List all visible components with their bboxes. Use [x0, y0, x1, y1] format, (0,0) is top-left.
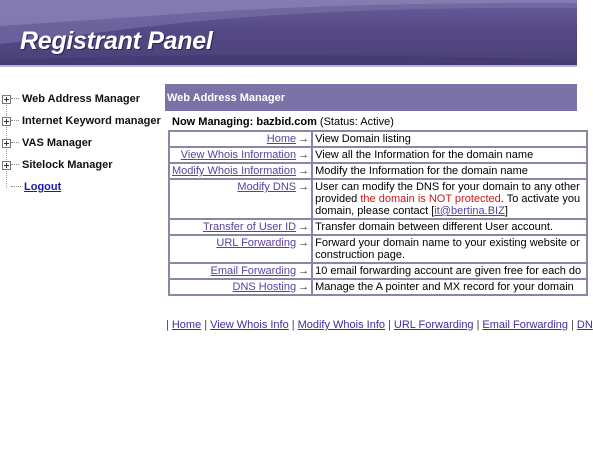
- description-line: [315, 205, 584, 217]
- expand-icon[interactable]: [2, 161, 11, 170]
- modify-dns-link[interactable]: Modify DNS: [237, 181, 297, 193]
- bottom-url-forwarding-link[interactable]: URL Forwarding: [393, 319, 474, 331]
- table-row: [170, 132, 586, 146]
- managed-domain: bazbid.com: [256, 116, 317, 128]
- sidebar-item-label[interactable]: Internet Keyword manager: [22, 115, 161, 127]
- description-text: . To activate you: [500, 193, 581, 205]
- expand-icon[interactable]: [2, 95, 11, 104]
- sidebar-item-label[interactable]: VAS Manager: [22, 137, 93, 149]
- description-line: construction page.: [315, 249, 405, 261]
- description-cell: [313, 180, 586, 218]
- sidebar-item-sitelock-manager[interactable]: [0, 157, 112, 173]
- transfer-user-id-link[interactable]: Transfer of User ID: [202, 221, 297, 233]
- table-row: [170, 236, 586, 262]
- arrow-icon: →: [298, 133, 310, 145]
- description-line: User can modify the DNS for your domain to any other: [315, 181, 580, 193]
- arrow-icon: →: [298, 221, 310, 233]
- protection-warning: the domain is NOT protected: [360, 193, 501, 205]
- tree-connector: [11, 164, 19, 166]
- sidebar-item-web-address-manager[interactable]: [0, 91, 140, 107]
- logout-link[interactable]: Logout: [24, 181, 62, 193]
- arrow-icon: →: [298, 149, 310, 161]
- description-cell: 10 email forwarding account are given free for each do: [313, 264, 586, 278]
- action-cell: [170, 132, 311, 146]
- table-row: [170, 264, 586, 278]
- tree-connector: [11, 186, 21, 188]
- action-cell: [170, 264, 311, 278]
- bottom-view-whois-link[interactable]: View Whois Info: [210, 319, 289, 331]
- arrow-icon: →: [298, 281, 310, 293]
- separator: |: [571, 319, 574, 331]
- description-text: domain, please contact [: [315, 205, 435, 217]
- domain-status: (Status: Active): [319, 116, 394, 128]
- separator: |: [166, 319, 169, 331]
- action-cell: [170, 220, 311, 234]
- dns-hosting-link[interactable]: DNS Hosting: [232, 281, 297, 293]
- arrow-icon: →: [298, 165, 310, 177]
- action-cell: [170, 164, 311, 178]
- domain-actions-table: [168, 130, 588, 296]
- sidebar-item-internet-keyword-manager[interactable]: [0, 113, 161, 129]
- banner-divider: [0, 65, 577, 67]
- section-header: Web Address Manager: [165, 84, 577, 111]
- tree-connector: [11, 142, 19, 144]
- header-banner: [0, 0, 577, 67]
- table-row: [170, 148, 586, 162]
- description-cell: View Domain listing: [313, 132, 586, 146]
- arrow-icon: →: [298, 265, 310, 277]
- separator: |: [388, 319, 391, 331]
- managing-status: [172, 116, 394, 128]
- expand-icon[interactable]: [2, 117, 11, 126]
- managing-prefix: Now Managing:: [172, 116, 254, 128]
- description-text: ]: [504, 205, 508, 217]
- action-cell: [170, 236, 311, 262]
- sidebar-item-label[interactable]: Sitelock Manager: [22, 159, 113, 171]
- action-cell: [170, 180, 311, 218]
- arrow-icon: →: [298, 237, 310, 249]
- table-row: [170, 180, 586, 218]
- home-link[interactable]: Home: [266, 133, 297, 145]
- description-cell: [313, 236, 586, 262]
- table-row: [170, 220, 586, 234]
- page-title: Registrant Panel: [20, 27, 213, 55]
- expand-icon[interactable]: [2, 139, 11, 148]
- separator: |: [204, 319, 208, 331]
- tree-connector: [11, 98, 19, 100]
- bottom-email-forwarding-link[interactable]: Email Forwarding: [482, 319, 569, 331]
- contact-email-link[interactable]: it@bertina.BIZ: [434, 205, 505, 217]
- view-whois-link[interactable]: View Whois Information: [180, 149, 297, 161]
- sidebar-item-logout[interactable]: [0, 179, 61, 195]
- description-line: [315, 193, 584, 205]
- bottom-dns-hosting-link[interactable]: DN: [576, 319, 593, 331]
- separator: |: [291, 319, 295, 331]
- sidebar-item-label[interactable]: Web Address Manager: [22, 93, 140, 105]
- action-cell: [170, 280, 311, 294]
- arrow-icon: →: [298, 181, 310, 193]
- bottom-home-link[interactable]: Home: [171, 319, 202, 331]
- description-cell: View all the Information for the domain name: [313, 148, 586, 162]
- tree-connector: [11, 120, 19, 122]
- description-cell: Manage the A pointer and MX record for your domain: [313, 280, 586, 294]
- email-forwarding-link[interactable]: Email Forwarding: [210, 265, 297, 277]
- description-line: Forward your domain name to your existing website or: [315, 237, 580, 249]
- sidebar-item-vas-manager[interactable]: [0, 135, 92, 151]
- url-forwarding-link[interactable]: URL Forwarding: [216, 237, 297, 249]
- modify-whois-link[interactable]: Modify Whois Information: [172, 165, 297, 177]
- table-row: [170, 280, 586, 294]
- description-cell: Modify the Information for the domain name: [313, 164, 586, 178]
- separator: |: [476, 319, 480, 331]
- bottom-modify-whois-link[interactable]: Modify Whois Info: [297, 319, 386, 331]
- description-text: provided: [315, 193, 361, 205]
- description-cell: Transfer domain between different User account.: [313, 220, 586, 234]
- bottom-link-bar: [166, 319, 593, 331]
- table-row: [170, 164, 586, 178]
- action-cell: [170, 148, 311, 162]
